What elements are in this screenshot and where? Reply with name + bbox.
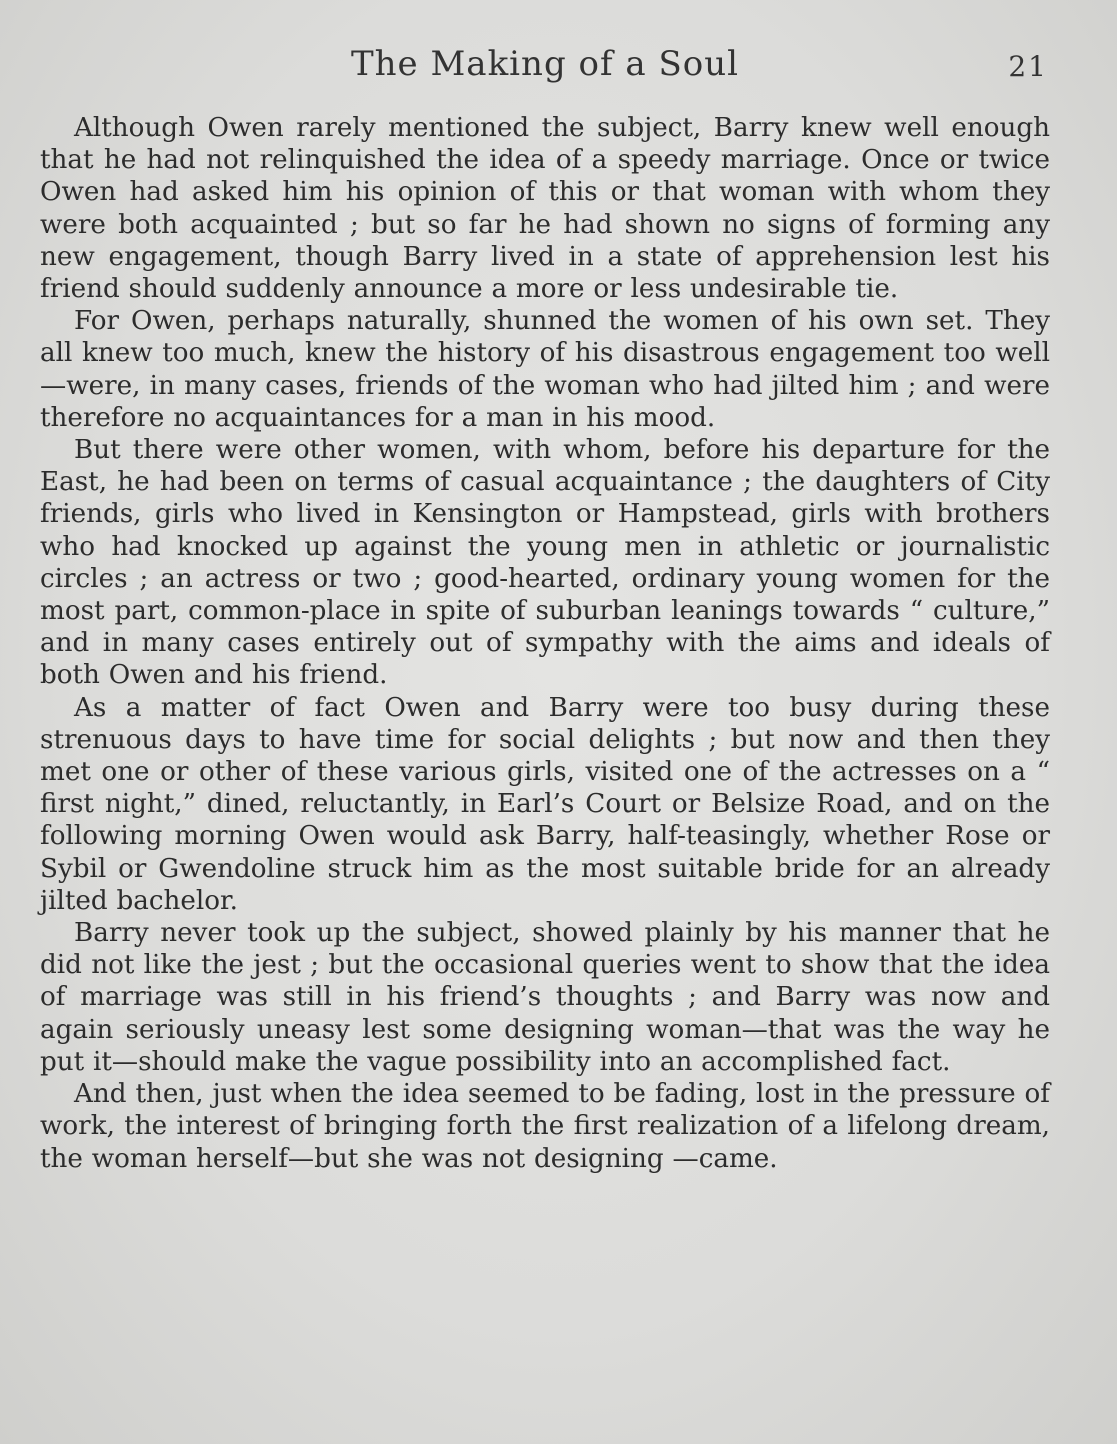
- paragraph: Barry never took up the subject, showed plainly by his manner that he did not like the jest ; but the occasional queries went to show that the idea of marriage was still in his friend’s thoughts ; and Barry was now and again seriously uneasy lest some designing woman—that was the way he put it—should make the vague possibility into an accomplished fact.: [40, 918, 1050, 1077]
- body-text: [40, 112, 1050, 1175]
- paragraph: For Owen, perhaps naturally, shunned the women of his own set. They all knew too much, knew the history of his disastrous engagement too well—were, in many cases, friends of the woman who had jilted him ; and were therefore no acquaintances for a man in his mood.: [40, 306, 1050, 433]
- paragraph: And then, just when the idea seemed to be fading, lost in the pressure of work, the interest of bringing forth the first realization of a lifelong dream, the woman herself—but she was not designing —came.: [40, 1079, 1050, 1174]
- paragraph: As a matter of fact Owen and Barry were too busy during these strenuous days to have time for social delights ; but now and then they met one or other of these various girls, visited one of the actresses on a “ first night,” dined, reluctantly, in Earl’s Court or Belsize Road, and on the following morning Owen would ask Barry, half-teasingly, whether Rose or Sybil or Gwendoline struck him as the most suitable bride for an already jilted bachelor.: [40, 692, 1050, 916]
- running-title: The Making of a Soul: [350, 44, 739, 84]
- running-head: [40, 44, 1050, 94]
- paragraph: Although Owen rarely mentioned the subject, Barry knew well enough that he had not relinquished the idea of a speedy marriage. Once or twice Owen had asked him his opinion of this or that woman with whom they were both acquainted ; but so far he had shown no signs of forming any new engagement, though Barry lived in a state of apprehension lest his friend should suddenly announce a more or less undesirable tie.: [40, 113, 1050, 305]
- paragraph: But there were other women, with whom, before his departure for the East, he had been on terms of casual acquaintance ; the daughters of City friends, girls who lived in Kensington or Hampstead, girls with brothers who had knocked up against the young men in athletic or journalistic circles ; an actress or two ; good-hearted, ordinary young women for the most part, common-place in spite of suburban leanings towards “ culture,” and in many cases entirely out of sympathy with the aims and ideals of both Owen and his friend.: [40, 435, 1050, 691]
- page-number: 21: [1008, 50, 1048, 83]
